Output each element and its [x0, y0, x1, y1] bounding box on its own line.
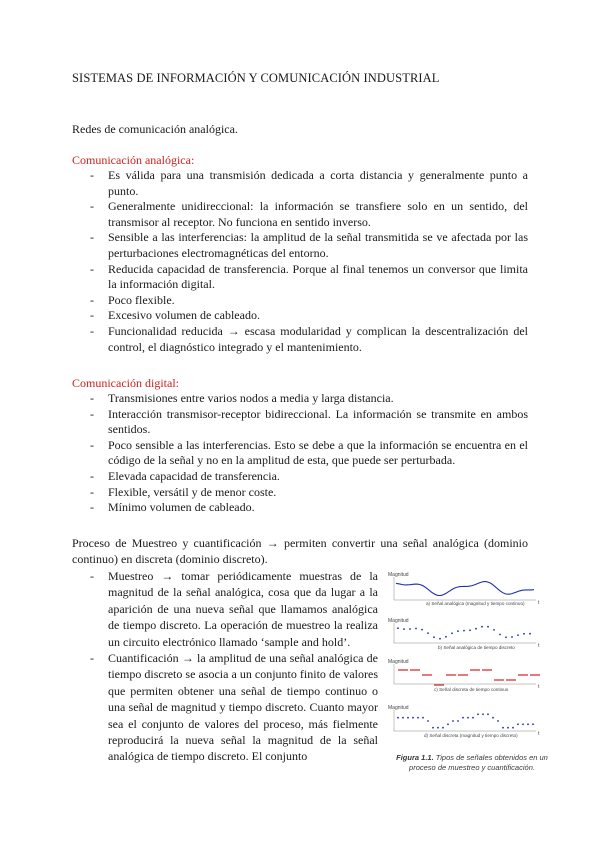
- discrete-point: [462, 717, 464, 719]
- discrete-point: [467, 717, 469, 719]
- list-item: - Muestreo → tomar periódicamente muestras de la magnitud de la señal analógica, cosa que da lugar a la aparición de una nueva señal que llamamos analógica de tiempo discreto. La operación de muestreo la realiza un circuito electrónico llamado ‘sample and hold’.: [90, 569, 378, 649]
- sample-point: [421, 629, 423, 631]
- time-label: t: [538, 600, 540, 606]
- process-intro: Proceso de Muestreo y cuantificación → permiten convertir una señal analógica (dominio continuo) en discreta (dominio discreto).: [72, 536, 528, 566]
- sample-point: [523, 633, 525, 635]
- sample-point: [397, 627, 399, 629]
- sample-point: [529, 633, 531, 635]
- quantized-signal-steps: [398, 670, 540, 685]
- panel-a-label: a) Señal analógica (magnitud y tiempo continuo): [426, 601, 525, 606]
- sampled-signal-points: [397, 626, 531, 640]
- discrete-point: [492, 717, 494, 719]
- sample-point: [511, 636, 513, 638]
- sample-point: [487, 626, 489, 628]
- section-heading: Redes de comunicación analógica.: [72, 122, 238, 136]
- time-label: t: [538, 684, 540, 690]
- analog-list: [72, 168, 528, 355]
- sample-point: [517, 634, 519, 636]
- list-item: - Elevada capacidad de transferencia.: [90, 468, 280, 483]
- discrete-point: [432, 727, 434, 729]
- list-item: - Es válida para una transmisión dedicada a corta distancia y generalmente punto a punto.: [90, 168, 528, 198]
- digital-heading: Comunicación digital:: [72, 376, 179, 390]
- axis-label: Magnitud: [388, 705, 409, 711]
- discrete-point: [487, 713, 489, 715]
- discrete-point: [402, 717, 404, 719]
- digital-list: [72, 391, 528, 516]
- panel-d-label: d) Señal discreta (magnitud y tiempo discreto): [424, 733, 518, 738]
- discrete-point: [422, 717, 424, 719]
- discrete-point: [522, 723, 524, 725]
- time-label: t: [538, 643, 540, 649]
- discrete-point: [497, 720, 499, 722]
- figure-caption-text: Tipos de señales obtenidos en un proceso de muestreo y cuantificación.: [409, 753, 548, 772]
- list-item: - Flexible, versátil y de menor coste.: [90, 484, 277, 499]
- discrete-point: [532, 723, 534, 725]
- discrete-point: [447, 723, 449, 725]
- discrete-point: [477, 713, 479, 715]
- discrete-point: [407, 717, 409, 719]
- list-item: - Transmisiones entre varios nodos a media y larga distancia.: [90, 391, 394, 405]
- discrete-point: [502, 727, 504, 729]
- sample-point: [499, 634, 501, 636]
- panel-c-label: c) Señal discreta de tiempo continuo: [434, 687, 509, 692]
- discrete-signal-points: [397, 713, 534, 728]
- list-item: - Cuantificación → la amplitud de una señal analógica de tiempo discreto se asocia a un conjunto finito de valores que permiten obtener una señal de tiempo continuo o una señal de magnitud y tiempo discreto. Cuanto mayor sea el conjunto de valores del proceso, más fielmente reproducirá la nueva señal la magnitud de la señal analógica de tiempo discreto. El conjunto: [90, 651, 378, 764]
- analog-heading: Comunicación analógica:: [72, 153, 195, 167]
- list-item: - Reducida capacidad de transferencia. Porque al final tenemos un conversor que limita la información digital.: [90, 261, 528, 292]
- list-item: - Poco flexible.: [90, 292, 175, 307]
- sample-point: [409, 628, 411, 630]
- sample-point: [433, 636, 435, 638]
- sample-point: [439, 638, 441, 640]
- list-item: - Excesivo volumen de cableado.: [90, 308, 260, 323]
- discrete-point: [527, 723, 529, 725]
- discrete-point: [442, 727, 444, 729]
- discrete-point: [472, 717, 474, 719]
- sample-point: [451, 632, 453, 634]
- list-item: - Poco sensible a las interferencias. Esto se debe a que la información se encuentra en el código de la señal y no en la amplitud de esta, que puede ser perturbada.: [90, 437, 528, 468]
- discrete-point: [517, 723, 519, 725]
- discrete-point: [457, 720, 459, 722]
- discrete-point: [437, 727, 439, 729]
- time-label: t: [538, 731, 540, 737]
- discrete-point: [512, 727, 514, 729]
- discrete-point: [482, 713, 484, 715]
- continuous-signal-line: [396, 582, 534, 596]
- sample-point: [415, 628, 417, 630]
- discrete-point: [452, 720, 454, 722]
- list-item: - Generalmente unidireccional: la información se transfiere solo en un sentido, del transmisor al receptor. No funciona en sentido inverso.: [90, 199, 528, 229]
- sample-point: [493, 629, 495, 631]
- axis-label: Magnitud: [388, 659, 409, 665]
- sample-point: [469, 629, 471, 631]
- sample-point: [475, 628, 477, 630]
- list-item: - Mínimo volumen de cableado.: [90, 500, 255, 515]
- list-item: - Sensible a las interferencias: la amplitud de la señal transmitida se ve afectada por las perturbaciones electromagnéticas del entorno.: [90, 230, 528, 260]
- process-list: [72, 568, 378, 765]
- document-title: SISTEMAS DE INFORMACIÓN Y COMUNICACIÓN INDUSTRIAL: [72, 71, 440, 85]
- list-item: - Interacción transmisor-receptor bidireccional. La información se transmite en ambos sentidos.: [90, 406, 528, 437]
- discrete-point: [412, 717, 414, 719]
- axis-label: Magnitud: [388, 572, 409, 578]
- sample-point: [457, 630, 459, 632]
- discrete-point: [427, 720, 429, 722]
- sample-point: [403, 628, 405, 630]
- list-item: - Funcionalidad reducida → escasa modularidad y complican la descentralización del control, el diagnóstico integrado y el mantenimiento.: [90, 323, 528, 354]
- sample-point: [463, 630, 465, 632]
- figure-caption: [392, 753, 552, 773]
- discrete-point: [507, 727, 509, 729]
- sample-point: [427, 632, 429, 634]
- sample-point: [481, 626, 483, 628]
- discrete-point: [417, 717, 419, 719]
- sample-point: [445, 636, 447, 638]
- figure-caption-label: Figura 1.1.: [396, 753, 434, 762]
- panel-b-label: b) Señal analógica de tiempo discreto: [438, 645, 515, 650]
- axis-label: Magnitud: [388, 618, 409, 624]
- discrete-point: [397, 717, 399, 719]
- sample-point: [505, 636, 507, 638]
